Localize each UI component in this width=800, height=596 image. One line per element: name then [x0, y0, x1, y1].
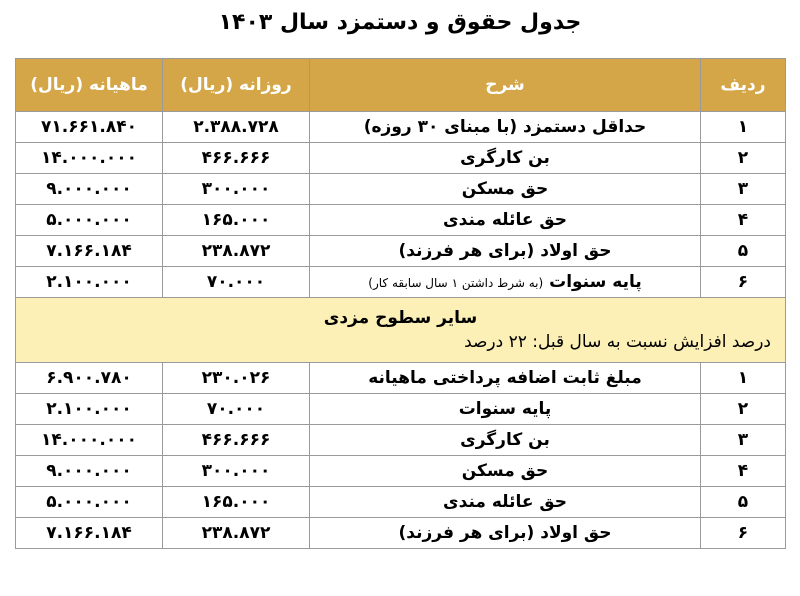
row-monthly: ۷۱.۶۶۱.۸۴۰ [16, 112, 163, 143]
row-description: حق عائله مندی [310, 205, 701, 236]
row-description: پایه سنوات [310, 394, 701, 425]
table-row [16, 174, 786, 205]
row-index: ۱ [701, 112, 786, 143]
row-description: حداقل دستمزد (با مبنای ۳۰ روزه) [310, 112, 701, 143]
table-row [16, 363, 786, 394]
row-monthly: ۹.۰۰۰.۰۰۰ [16, 174, 163, 205]
row-description: بن کارگری [310, 143, 701, 174]
row-monthly: ۱۴.۰۰۰.۰۰۰ [16, 425, 163, 456]
row-description: حق اولاد (برای هر فرزند) [310, 518, 701, 549]
salary-table [15, 58, 786, 549]
row-index: ۴ [701, 205, 786, 236]
row-daily: ۲.۳۸۸.۷۲۸ [163, 112, 310, 143]
header-index: ردیف [701, 59, 786, 112]
table-row [16, 112, 786, 143]
table-row [16, 267, 786, 298]
section-title: سایر سطوح مزدی [323, 308, 478, 328]
table-row [16, 205, 786, 236]
row-monthly: ۹.۰۰۰.۰۰۰ [16, 456, 163, 487]
row-monthly: ۱۴.۰۰۰.۰۰۰ [16, 143, 163, 174]
row-daily: ۲۳۸.۸۷۲ [163, 518, 310, 549]
header-monthly: ماهیانه (ریال) [16, 59, 163, 112]
row-index: ۵ [701, 487, 786, 518]
table-row [16, 236, 786, 267]
row-description-text: پایه سنوات [549, 272, 642, 292]
row-description: مبلغ ثابت اضافه پرداختی ماهیانه [310, 363, 701, 394]
row-description [310, 267, 701, 298]
row-index: ۴ [701, 456, 786, 487]
table-row [16, 425, 786, 456]
row-description-note: (به شرط داشتن ۱ سال سابقه کار) [368, 276, 544, 290]
row-index: ۶ [701, 518, 786, 549]
row-daily: ۳۰۰.۰۰۰ [163, 174, 310, 205]
row-monthly: ۲.۱۰۰.۰۰۰ [16, 267, 163, 298]
row-daily: ۳۰۰.۰۰۰ [163, 456, 310, 487]
row-monthly: ۵.۰۰۰.۰۰۰ [16, 205, 163, 236]
section-note: درصد افزایش نسبت به سال قبل: ۲۲ درصد [464, 332, 771, 352]
header-description: شرح [310, 59, 701, 112]
row-index: ۳ [701, 425, 786, 456]
table-row [16, 456, 786, 487]
section-break-row [16, 298, 786, 363]
row-monthly: ۷.۱۶۶.۱۸۴ [16, 518, 163, 549]
row-monthly: ۵.۰۰۰.۰۰۰ [16, 487, 163, 518]
header-daily: روزانه (ریال) [163, 59, 310, 112]
row-description: حق اولاد (برای هر فرزند) [310, 236, 701, 267]
row-daily: ۱۶۵.۰۰۰ [163, 487, 310, 518]
row-index: ۲ [701, 394, 786, 425]
row-daily: ۷۰.۰۰۰ [163, 267, 310, 298]
row-index: ۳ [701, 174, 786, 205]
row-index: ۱ [701, 363, 786, 394]
row-daily: ۲۳۰.۰۲۶ [163, 363, 310, 394]
row-description: حق مسکن [310, 174, 701, 205]
section-break [16, 298, 786, 363]
row-monthly: ۲.۱۰۰.۰۰۰ [16, 394, 163, 425]
row-daily: ۴۶۶.۶۶۶ [163, 143, 310, 174]
row-index: ۶ [701, 267, 786, 298]
row-monthly: ۷.۱۶۶.۱۸۴ [16, 236, 163, 267]
row-index: ۲ [701, 143, 786, 174]
page-title: جدول حقوق و دستمزد سال ۱۴۰۳ [218, 10, 582, 35]
row-daily: ۴۶۶.۶۶۶ [163, 425, 310, 456]
table-row [16, 518, 786, 549]
row-description: حق مسکن [310, 456, 701, 487]
table-row [16, 394, 786, 425]
row-daily: ۱۶۵.۰۰۰ [163, 205, 310, 236]
table-row [16, 487, 786, 518]
table-header-row [16, 59, 786, 112]
row-index: ۵ [701, 236, 786, 267]
row-daily: ۲۳۸.۸۷۲ [163, 236, 310, 267]
row-description: بن کارگری [310, 425, 701, 456]
table-row [16, 143, 786, 174]
row-description: حق عائله مندی [310, 487, 701, 518]
row-monthly: ۶.۹۰۰.۷۸۰ [16, 363, 163, 394]
row-daily: ۷۰.۰۰۰ [163, 394, 310, 425]
